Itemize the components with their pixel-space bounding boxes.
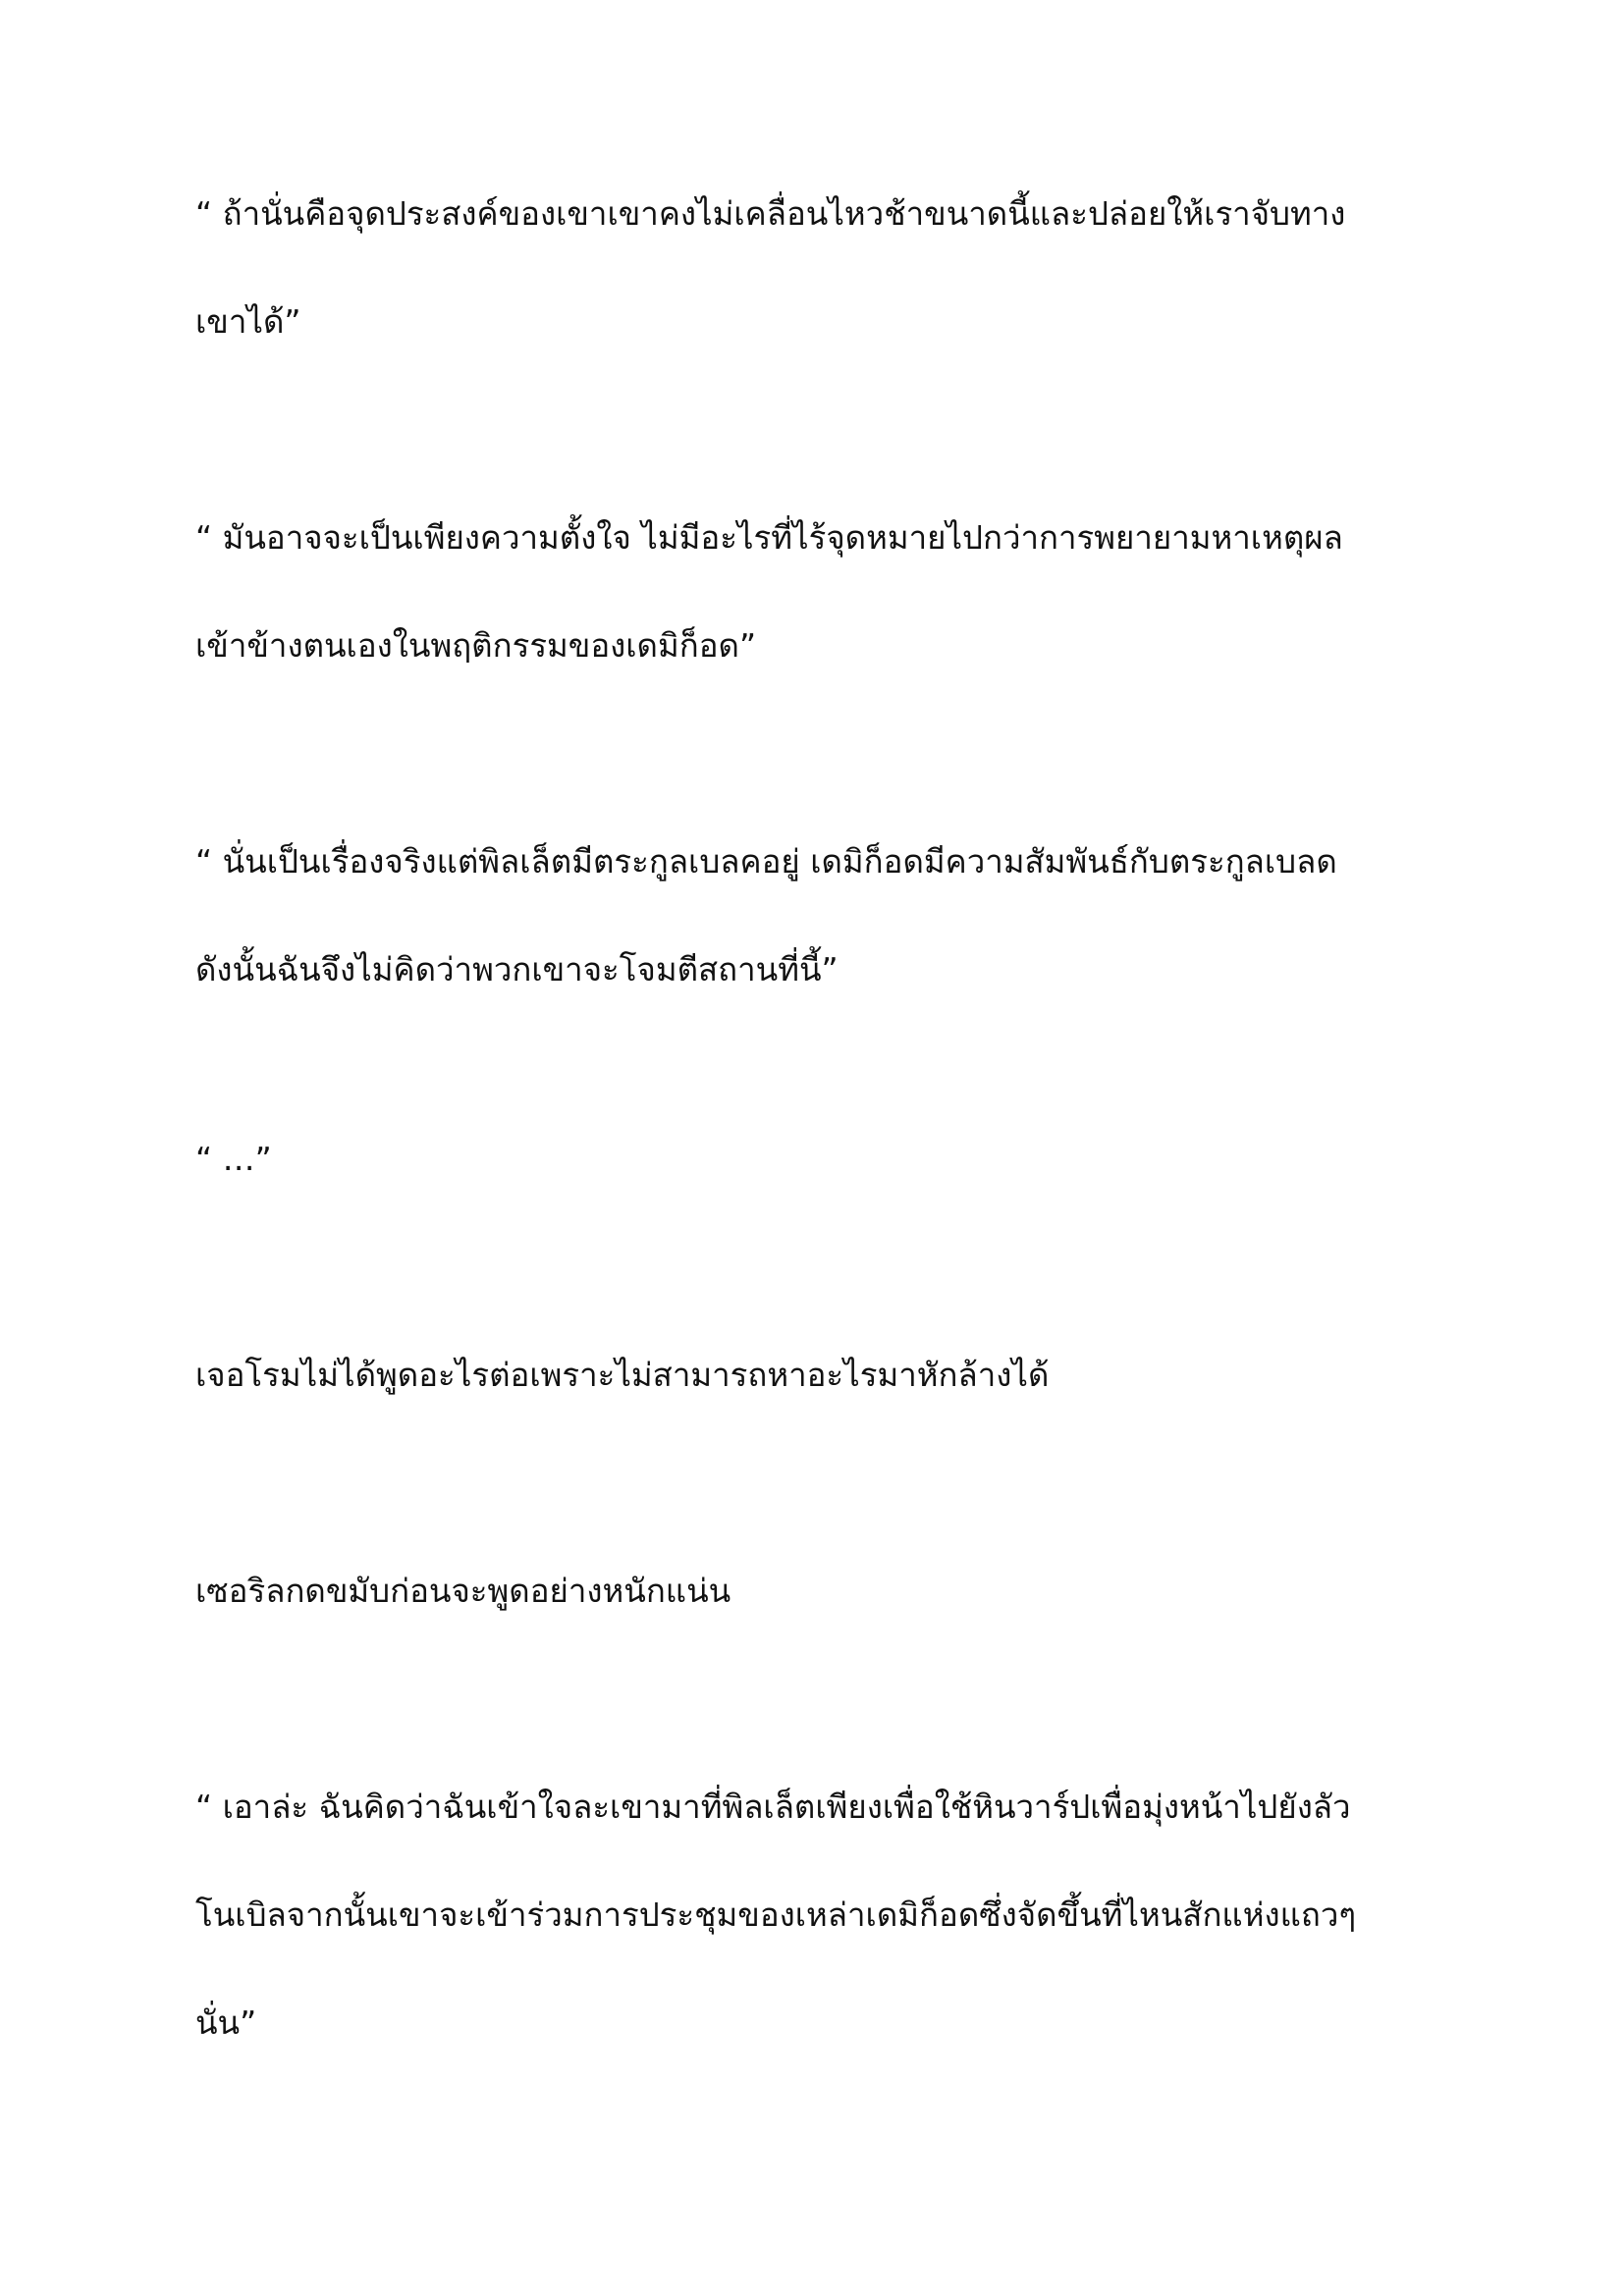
text-line: “ …” — [195, 1140, 272, 1178]
paragraph-5 — [195, 1321, 1433, 1429]
text-line: ดังนั้นฉันจึงไม่คิดว่าพวกเขาจะโจมตีสถานที่นี้” — [195, 950, 839, 988]
paragraph-7 — [195, 1753, 1433, 2077]
paragraph-6 — [195, 1537, 1433, 1645]
text-line: เซอริลกดขมับก่อนจะพูดอย่างหนักแน่น — [195, 1572, 731, 1610]
text-line: “ ถ้านั่นคือจุดประสงค์ของเขาเขาคงไม่เคลื่อนไหวช้าขนาดนี้และปล่อยให้เราจับทาง — [195, 194, 1346, 233]
paragraph-4 — [195, 1105, 1433, 1213]
text-line: “ มันอาจจะเป็นเพียงความตั้งใจ ไม่มีอะไรที่ไร้จุดหมายไปกว่าการพยายามหาเหตุผล — [195, 518, 1343, 557]
text-line: เข้าข้างตนเองในพฤติกรรมของเดมิก็อด” — [195, 626, 757, 665]
text-line: เจอโรมไม่ได้พูดอะไรต่อเพราะไม่สามารถหาอะไรมาหักล้างได้ — [195, 1356, 1050, 1394]
text-line: โนเบิลจากนั้นเขาจะเข้าร่วมการประชุมของเหล่าเดมิก็อดซึ่งจัดขึ้นที่ไหนสักแห่งแถวๆ — [195, 1896, 1357, 1934]
text-line: นั่น” — [195, 2003, 257, 2042]
paragraph-1 — [195, 160, 1433, 376]
text-line: “ เอาล่ะ ฉันคิดว่าฉันเข้าใจละเขามาที่พิลเล็ตเพียงเพื่อใช้หินวาร์ปเพื่อมุ่งหน้าไปยังลัว — [195, 1788, 1351, 1826]
text-line: “ นั่นเป็นเรื่องจริงแต่พิลเล็ตมีตระกูลเบลคอยู่ เดมิก็อดมีความสัมพันธ์กับตระกูลเบลด — [195, 842, 1337, 881]
paragraph-2 — [195, 484, 1433, 700]
text-line: เขาได้” — [195, 302, 301, 341]
paragraph-3 — [195, 808, 1433, 1024]
